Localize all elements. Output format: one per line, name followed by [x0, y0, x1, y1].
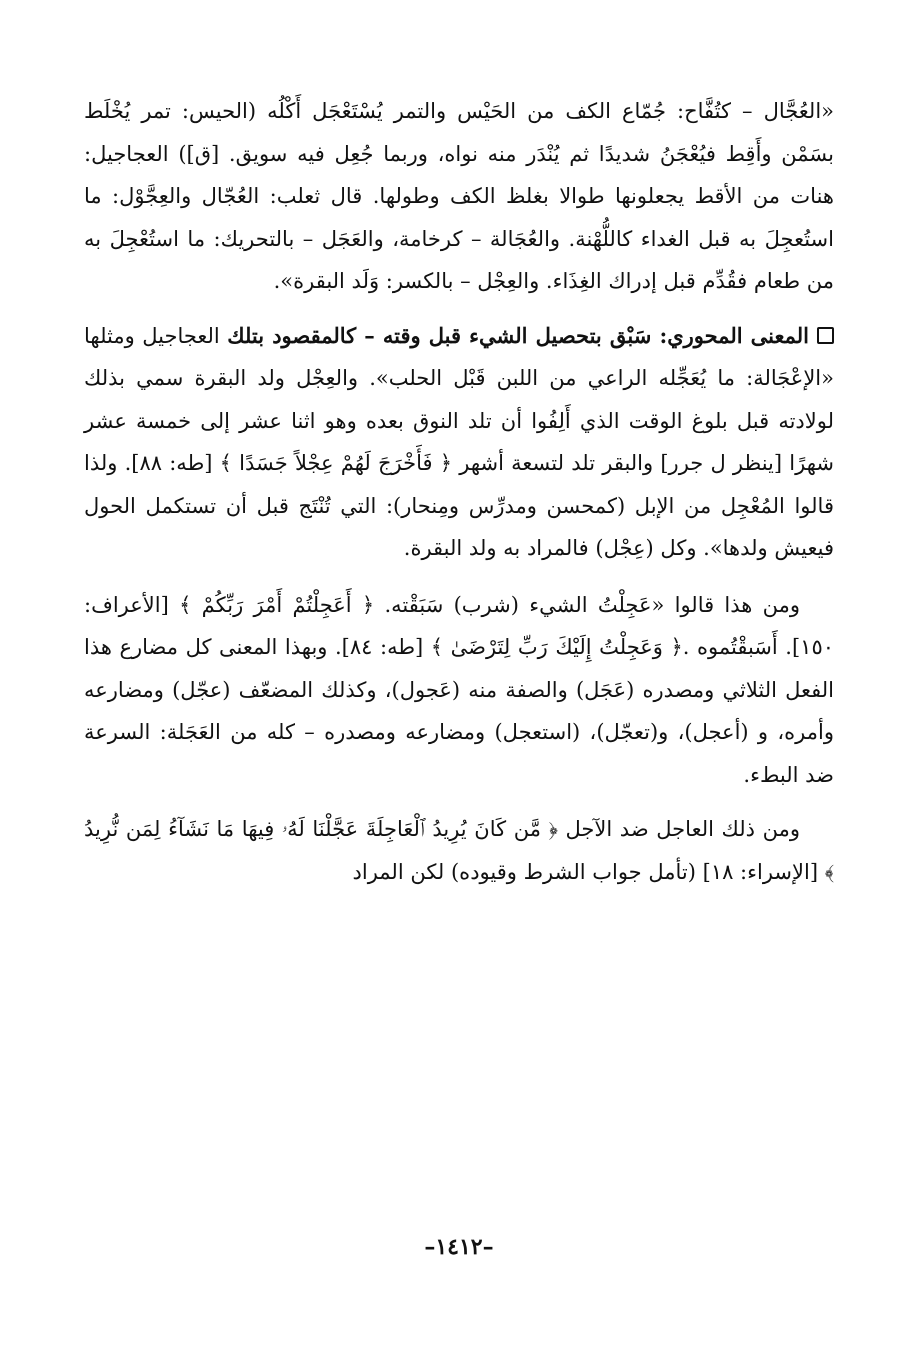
page-number: –١٤١٢–	[424, 1234, 494, 1260]
paragraph-text: ومن هذا قالوا «عَجِلْتُ الشيء (شرب) سَبَقْته. ﴿ أَعَجِلْتُمْ أَمْرَ رَبِّكُمْ ﴾ [الأعراف: ١٥٠]. أَسَبقْتُموه .﴿ وَعَجِلْتُ إِلَيْكَ رَبِّ لِتَرْضَىٰ ﴾ [طه: ٨٤]. وبهذا المعنى كل مضارع هذا الفعل الثلاثي ومصدره (عَجَل) والصفة منه (عَجول)، وكذلك المضعّف (عجّل) ومضارعه وأمره، و (أعجل)، و(تعجّل)، (استعجل) ومضارعه ومصدره – كله من العَجَلة: السرعة ضد البطء.	[84, 592, 835, 787]
square-marker-icon	[817, 327, 834, 344]
paragraph-continuation	[84, 808, 834, 893]
paragraph-usage	[84, 584, 834, 797]
paragraph-text: العجاجيل ومثلها «الإعْجَالة: ما يُعَجِّله الراعي من اللبن قَبْل الحلب». والعِجْل ولد البقرة سمي بذلك لولادته قبل بلوغ الوقت الذي أَلِفُوا أن تلد النوق بعده وهو اثنا عشر إلى خمسة عشر شهرًا [ينظر ل جرر] والبقر تلد لتسعة أشهر ﴿ فَأَخْرَجَ لَهُمْ عِجْلاً جَسَدًا ﴾ [طه: ٨٨]. ولذا قالوا المُعْجِل من الإبل (كمحسن ومدرِّس ومِنحار): التي تُنْتَج قبل أن تستكمل الحول فيعيش ولدها». وكل (عِجْل) فالمراد به ولد البقرة.	[84, 323, 834, 560]
core-meaning-heading: المعنى المحوري: سَبْق بتحصيل الشيء قبل وقته – كالمقصود بتلك	[227, 322, 809, 348]
paragraph-core-meaning	[84, 315, 834, 570]
paragraph-text: ومن ذلك العاجل ضد الآجل ﴿ مَّن كَانَ يُرِيدُ ٱلْعَاجِلَةَ عَجَّلْنَا لَهُۥ فِيهَا مَا نَشَآءُ لِمَن نُّرِيدُ ﴾ [الإسراء: ١٨] (تأمل جواب الشرط وقيوده) لكن المراد	[84, 817, 834, 884]
page-body	[84, 90, 834, 893]
paragraph-text: «العُجَّال – كتُفَّاح: جُمّاع الكف من الحَيْس والتمر يُسْتَعْجَل أَكْلُه (الحيس: تمر يُخْلَط بسَمْن وأَقِط فيُعْجَنُ شديدًا ثم يُنْدَر منه نواه، وربما جُعِل فيه سويق. [ق]) العجاجيل: هنات من الأقط يجعلونها طوالا بغلظ الكف وطولها. قال ثعلب: العُجّال والعِجَّوْل: ما استُعجِلَ به قبل الغداء كاللُّهْنة. والعُجَالة – كرخامة، والعَجَل – بالتحريك: ما استُعْجِلَ به من طعام فقُدِّم قبل إدراك الغِذَاء. والعِجْل – بالكسر: وَلَد البقرة».	[84, 99, 834, 293]
paragraph-definition	[84, 90, 834, 303]
